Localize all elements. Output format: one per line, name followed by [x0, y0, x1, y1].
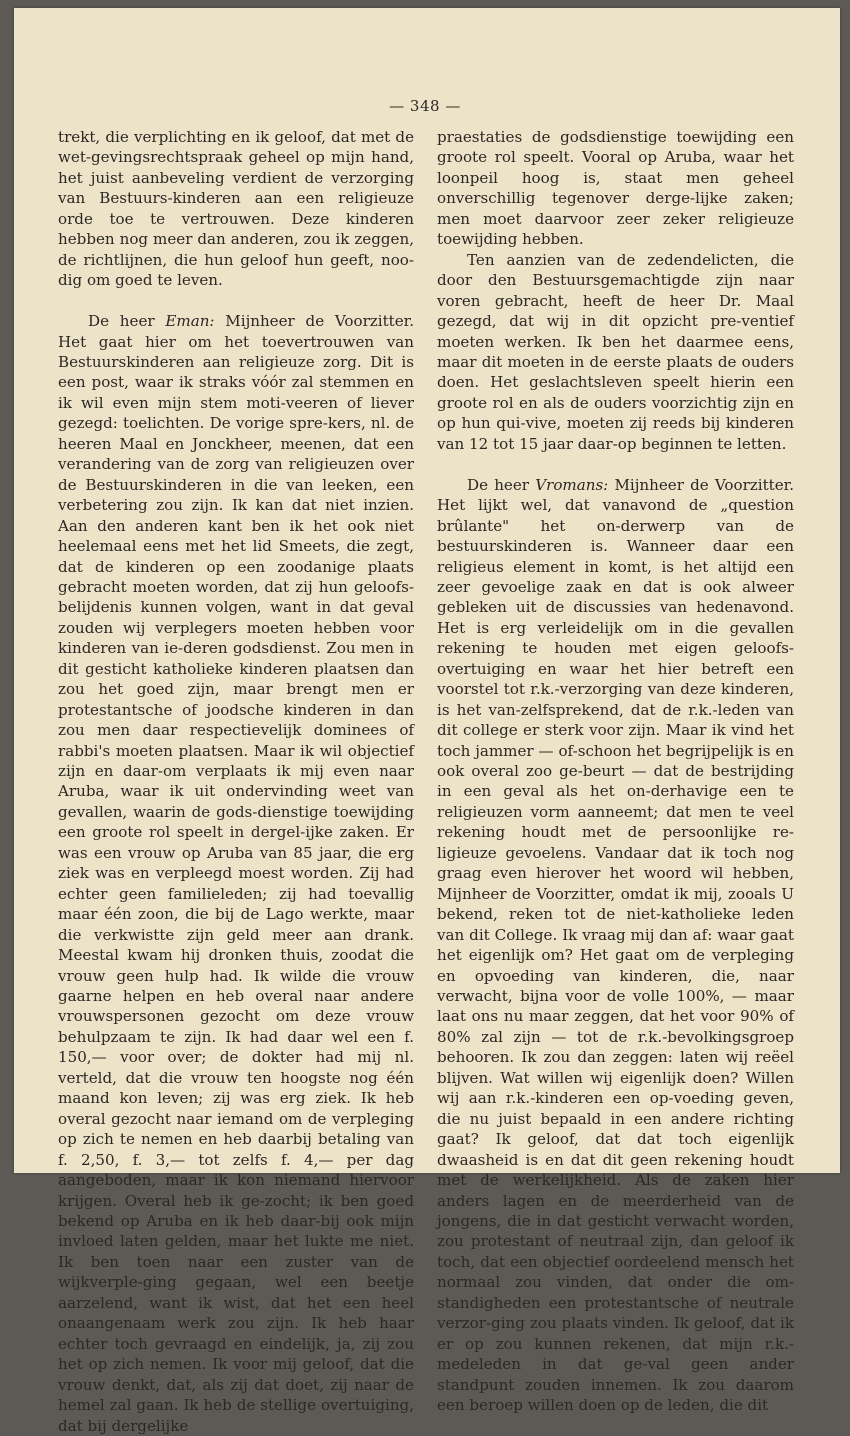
right-column	[437, 127, 794, 1416]
paragraph: praestaties de godsdienstige toewijding een groote rol speelt. Vooral op Aruba, waar het loonpeil hoog is, staat men geheel onverschillig tegenover derge-lijke zaken; men moet daarvoor zeer zeker religieuze toewijding hebben.	[437, 128, 794, 249]
speech-text: Mijnheer de Voorzitter. Het lijkt wel, dat vanavond de „question brûlante" het on-derwerp van de bestuurskinderen is. Wanneer daar een religieus element in komt, is het altijd een zeer gevoelige zaak en dat is ook alweer gebleken uit de discussies van hedenavond. Het is erg verleidelijk om in die gevallen rekening te houden met eigen geloofs-overtuiging en waar het hier betreft een voorstel tot r.k.-verzorging van deze kinderen, is het van-zelfsprekend, dat de r.k.-leden van dit college er sterk voor zijn. Maar ik vind het toch jammer — of-schoon het begrijpelijk is en ook overal zoo ge-beurt — dat de bestrijding in een geval als het on-derhavige een te religieuzen vorm aanneemt; dat men te veel rekening houdt met de persoonlijke re-ligieuze gevoelens. Vandaar dat ik toch nog graag even hierover het woord wil hebben, Mijnheer de Voorzitter, omdat ik mij, zooals U bekend, reken tot de niet-katholieke leden van dit College. Ik vraag mij dan af: waar gaat het eigenlijk om? Het gaat om de verpleging en opvoeding van kinderen, die, naar verwacht, bijna voor de volle 100%, — maar laat ons nu maar zeggen, dat het voor 90% of 80% zal zijn — tot de r.k.-bevolkingsgroep behooren. Ik zou dan zeggen: laten wij reëel blijven. Wat willen wij eigenlijk doen? Willen wij aan r.k.-kinderen een op-voeding geven, die nu juist bepaald in een andere richting gaat? Ik geloof, dat dat toch eigenlijk dwaasheid is en dat dit geen rekening houdt met de werkelijkheid. Als de zaken hier anders lagen en de meerderheid van de jongens, die in dat gesticht verwacht worden, zou protestant of neutraal zijn, dan geloof ik toch, dat een objectief oordeelend mensch het normaal zou vinden, dat onder die om-standigheden een protestantsche of neutrale verzor-ging zou plaats vinden. Ik geloof, dat ik er op zou kunnen rekenen, dat mijn r.k.-medeleden in dat ge-val geen ander standpunt zouden innemen. Ik zou daarom een beroep willen doen op de leden, die dit	[437, 475, 794, 1415]
speaker-intro: De heer	[467, 475, 536, 494]
speaker-paragraph	[58, 311, 414, 1436]
paragraph: trekt, die verplichting en ik geloof, dat met de wet-gevingsrechtspraak geheel op mijn hand, het juist aanbeveling verdient de verzorging van Bestuurs-kinderen aan een religieuze orde toe te vertrouwen. Deze kinderen hebben nog meer dan anderen, zou ik zeggen, de richtlijnen, die hun geloof hun geeft, noo-dig om goed te leven.	[58, 128, 414, 290]
speaker-name: Vromans:	[535, 475, 609, 494]
speaker-paragraph	[437, 475, 794, 1416]
speaker-name: Eman:	[165, 312, 215, 331]
speaker-intro: De heer	[88, 312, 166, 331]
left-column	[58, 127, 414, 1436]
page-number: — 348 —	[389, 97, 461, 115]
speech-text: Mijnheer de Voorzitter. Het gaat hier om het toevertrouwen van Bestuurskinderen aan religieuze zorg. Dit is een post, waar ik straks vóór zal stemmen en ik wil even mijn stem moti-veeren of liever gezegd: toelichten. De vorige spre-kers, nl. de heeren Maal en Jonckheer, meenen, dat een verandering van de zorg van religieuzen over de Bestuurskinderen in die van leeken, een verbetering zou zijn. Ik kan dat niet inzien. Aan den anderen kant ben ik het ook niet heelemaal eens met het lid Smeets, die zegt, dat de kinderen op een zoodanige plaats gebracht moeten worden, dat zij hun geloofs-belijdenis kunnen volgen, want in dat geval zouden wij verplegers moeten hebben voor kinderen van ie-deren godsdienst. Zou men in dit gesticht katholieke kinderen plaatsen dan zou het goed zijn, maar brengt men er protestantsche of joodsche kinderen in dan zou men daar respectievelijk dominees of rabbi's moeten plaatsen. Maar ik wil objectief zijn en daar-om verplaats ik mij even naar Aruba, waar ik uit ondervinding weet van gevallen, waarin de gods-dienstige toewijding een groote rol speelt in dergel-ijke zaken. Er was een vrouw op Aruba van 85 jaar, die erg ziek was en verpleegd moest worden. Zij had echter geen familieleden; zij had toevallig maar één zoon, die bij de Lago werkte, maar die verkwistte zijn geld meer aan drank. Meestal kwam hij dronken thuis, zoodat die vrouw geen hulp had. Ik wilde die vrouw gaarne helpen en heb overal naar andere vrouwspersonen gezocht om deze vrouw behulpzaam te zijn. Ik had daar wel een f. 150,— voor over; de dokter had mij nl. verteld, dat die vrouw ten hoogste nog één maand kon leven; zij was erg ziek. Ik heb overal gezocht naar iemand om de verpleging op zich te nemen en heb daarbij betaling van f. 2,50, f. 3,— tot zelfs f. 4,— per dag aangeboden, maar ik kon niemand hiervoor krijgen. Overal heb ik ge-zocht; ik ben goed bekend op Aruba en ik heb daar-bij ook mijn invloed laten gelden, maar het lukte me niet. Ik ben toen naar een zuster van de wijkverple-ging gegaan, wel een beetje aarzelend, want ik wist, dat het een heel onaangenaam werk zou zijn. Ik heb haar echter toch gevraagd en eindelijk, ja, zij zou het op zich nemen. Ik voor mij geloof, dat die vrouw denkt, dat, als zij dat doet, zij naar de hemel zal gaan. Ik heb de stellige overtuiging, dat bij dergelijke	[58, 312, 414, 1435]
paragraph: Ten aanzien van de zedendelicten, die door den Bestuursgemachtigde zijn naar voren gebracht, heeft de heer Dr. Maal gezegd, dat wij in dit opzicht pre-ventief moeten werken. Ik ben het daarmee eens, maar dit moeten in de eerste plaats de ouders doen. Het geslachtsleven speelt hierin een groote rol en als de ouders voorzichtig zijn en op hun qui-vive, moeten zij reeds bij kinderen van 12 tot 15 jaar daar-op beginnen te letten.	[437, 250, 794, 453]
